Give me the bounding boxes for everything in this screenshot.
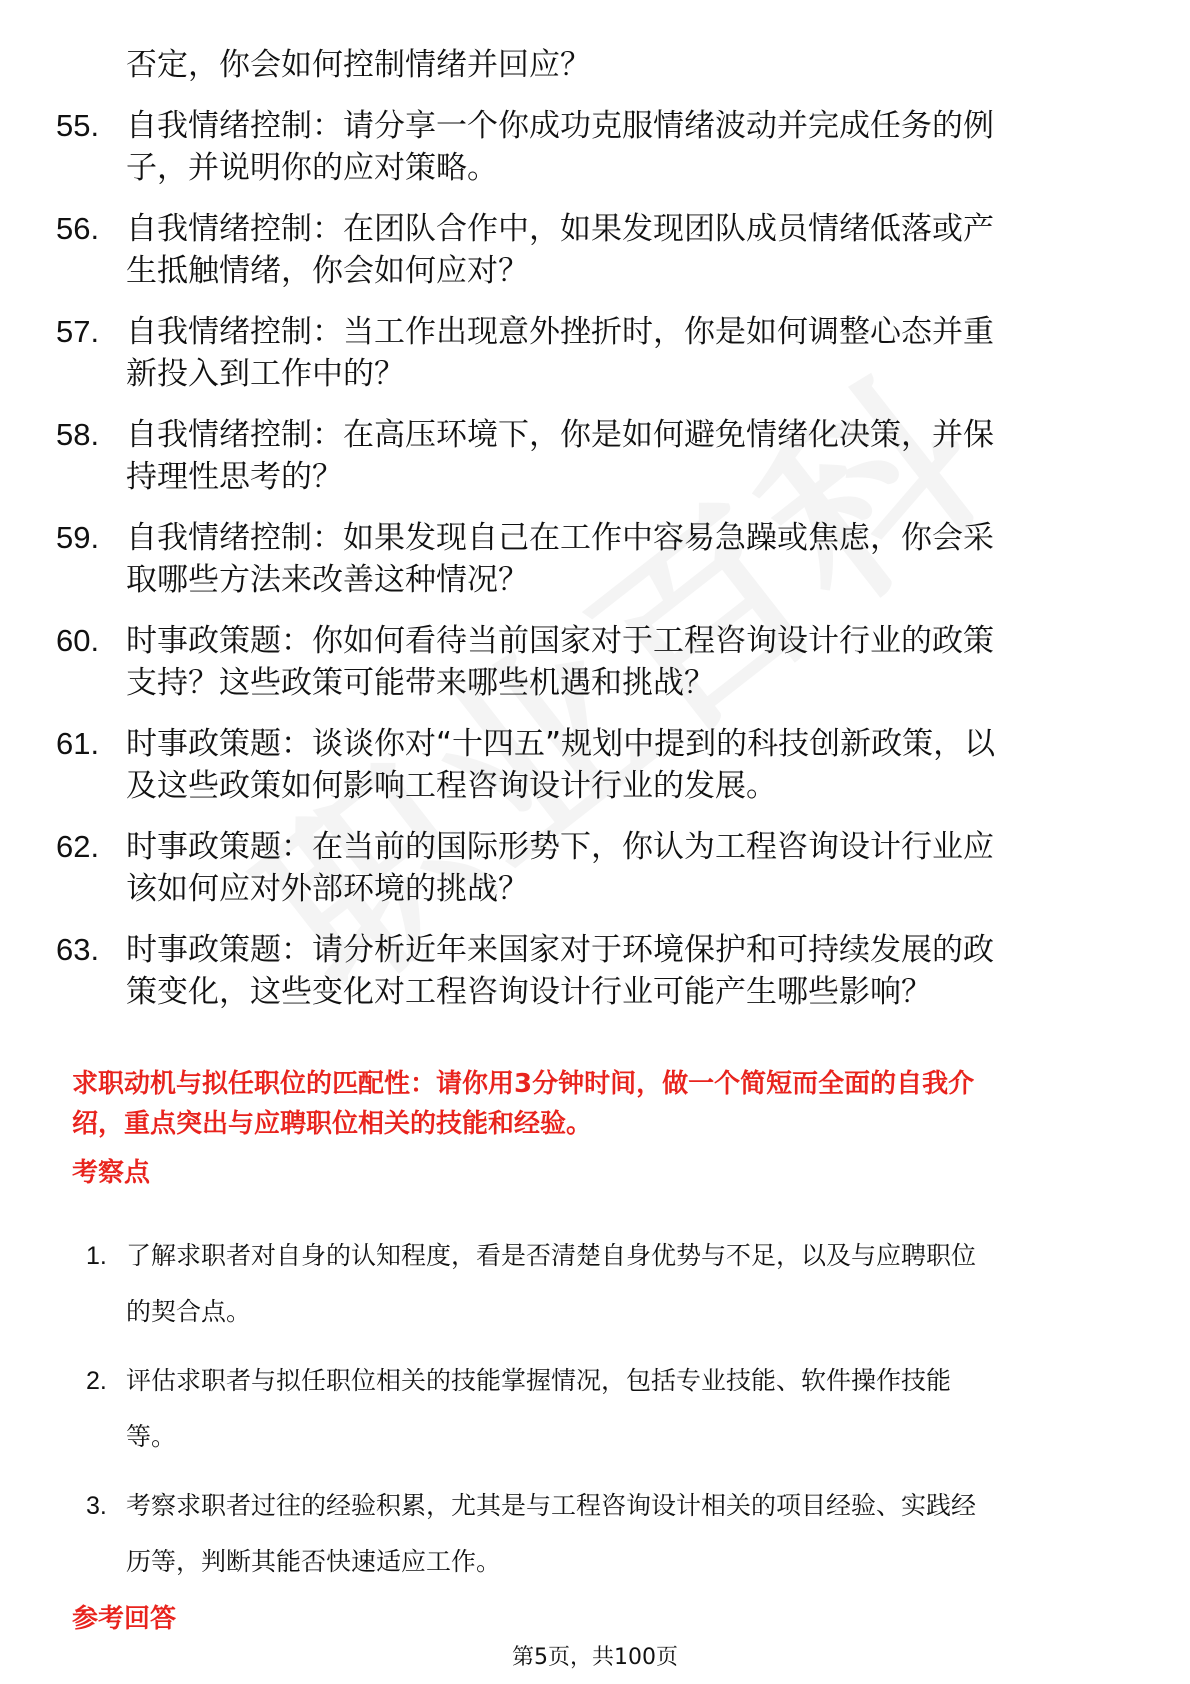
question-text-line: 时事政策题：谈谈你对“十四五”规划中提到的科技创新政策，以	[126, 726, 996, 762]
question-text-line: 持理性思考的？	[126, 459, 343, 495]
question-heading-line: 绍，重点突出与应聘职位相关的技能和经验。	[72, 1109, 593, 1139]
question-text-line: 自我情绪控制：如果发现自己在工作中容易急躁或焦虑，你会采	[126, 520, 994, 556]
question-item	[0, 311, 1190, 395]
question-number: 61.	[56, 726, 100, 761]
page-number: 第5页，共100页	[512, 1645, 678, 1670]
review-point-line: 了解求职者对自身的认知程度，看是否清楚自身优势与不足，以及与应聘职位	[126, 1241, 977, 1270]
review-point	[0, 1478, 1190, 1590]
review-point-line: 考察求职者过往的经验积累，尤其是与工程咨询设计相关的项目经验、实践经	[126, 1491, 977, 1520]
question-text-line: 及这些政策如何影响工程咨询设计行业的发展。	[126, 768, 777, 804]
question-text-line: 时事政策题：你如何看待当前国家对于工程咨询设计行业的政策	[126, 623, 994, 659]
question-text-line: 自我情绪控制：请分享一个你成功克服情绪波动并完成任务的例	[126, 108, 994, 144]
question-text-line: 新投入到工作中的？	[126, 356, 405, 392]
review-point-number: 3.	[86, 1492, 107, 1520]
reference-answer-label: 参考回答	[72, 1604, 177, 1634]
question-item	[0, 826, 1190, 910]
question-text-line: 时事政策题：请分析近年来国家对于环境保护和可持续发展的政	[126, 932, 994, 968]
question-number: 62.	[56, 829, 100, 864]
question-heading	[72, 1064, 1132, 1144]
question-number: 56.	[56, 211, 100, 246]
review-point	[0, 1353, 1190, 1465]
question-text-line: 取哪些方法来改善这种情况？	[126, 562, 529, 598]
question-item	[0, 620, 1190, 704]
question-item	[0, 517, 1190, 601]
question-text-line: 时事政策题：在当前的国际形势下，你认为工程咨询设计行业应	[126, 829, 994, 865]
question-number: 63.	[56, 932, 100, 967]
question-text-line: 策变化，这些变化对工程咨询设计行业可能产生哪些影响？	[126, 974, 932, 1010]
question-item	[0, 723, 1190, 807]
question-item	[0, 208, 1190, 292]
question-item	[0, 929, 1190, 1013]
review-point-number: 1.	[86, 1242, 107, 1270]
review-point	[0, 1228, 1190, 1340]
question-number: 60.	[56, 623, 100, 658]
question-heading-line: 求职动机与拟任职位的匹配性：请你用3分钟时间，做一个简短而全面的自我介	[72, 1069, 975, 1099]
question-text-line: 生抵触情绪，你会如何应对？	[126, 253, 529, 289]
review-points-label: 考察点	[72, 1158, 151, 1188]
review-points-list	[0, 1228, 1190, 1603]
question-text-line: 支持？这些政策可能带来哪些机遇和挑战？	[126, 665, 715, 701]
question-number: 57.	[56, 314, 100, 349]
review-point-line: 评估求职者与拟任职位相关的技能掌握情况，包括专业技能、软件操作技能	[126, 1366, 952, 1395]
question-number: 55.	[56, 108, 100, 143]
question-number: 58.	[56, 417, 100, 452]
review-point-line: 等。	[126, 1422, 177, 1451]
review-point-number: 2.	[86, 1367, 107, 1395]
review-point-line: 的契合点。	[126, 1297, 252, 1326]
question-text-line: 自我情绪控制：在高压环境下，你是如何避免情绪化决策，并保	[126, 417, 994, 453]
question-text-line: 自我情绪控制：在团队合作中，如果发现团队成员情绪低落或产	[126, 211, 994, 247]
question-text-line: 该如何应对外部环境的挑战？	[126, 871, 529, 907]
question-continuation: 否定，你会如何控制情绪并回应？	[126, 47, 591, 83]
question-number: 59.	[56, 520, 100, 555]
question-item	[0, 105, 1190, 189]
question-list	[0, 44, 1190, 1013]
review-point-line: 历等，判断其能否快速适应工作。	[126, 1547, 502, 1576]
question-item	[0, 414, 1190, 498]
question-text-line: 子，并说明你的应对策略。	[126, 150, 498, 186]
question-text-line: 自我情绪控制：当工作出现意外挫折时，你是如何调整心态并重	[126, 314, 994, 350]
